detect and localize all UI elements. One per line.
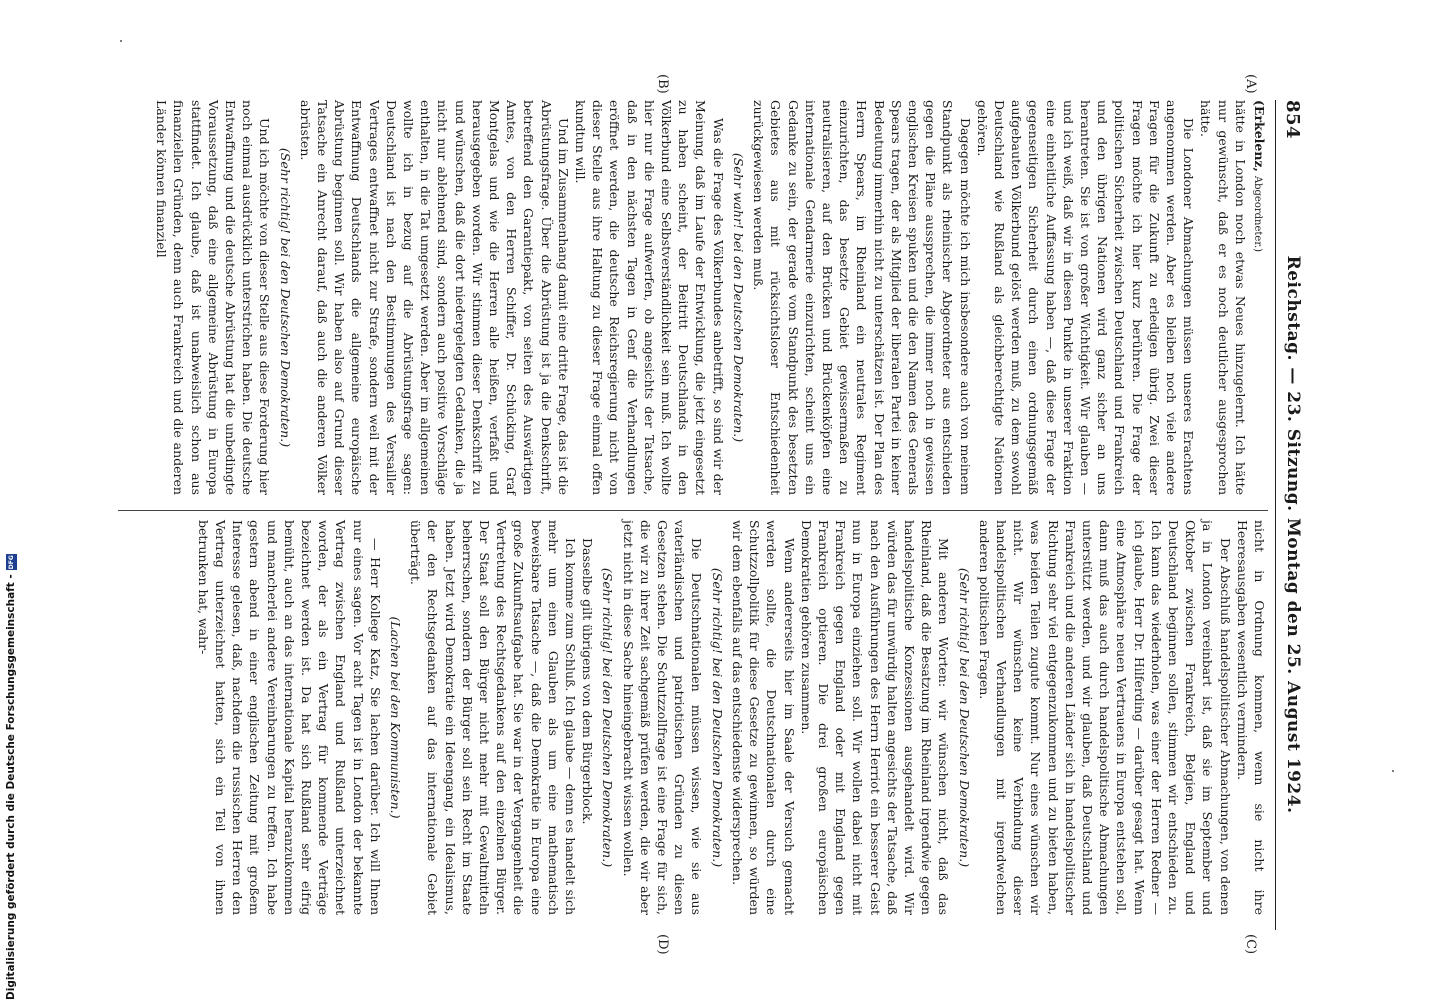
interjection: (Sehr richtig! bei den Deutschen Demokraten.) [600,567,616,868]
interjection: (Sehr richtig! bei den Deutschen Demokraten.) [277,147,293,448]
paragraph: Wenn andererseits hier im Saale der Versuch gemacht werden sollte, die Deutschnationalen durch eine Schutzzollpolitik für diese Gesetze zu gewinnen, so würden wir dem ebenfalls auf das entschiedenste widersprechen. [729,520,797,915]
paragraph: Die Deutschnationalen müssen wissen, wie sie aus vaterländischen und patriotischen Gründen zu diesen Gesetzen stehen. Die Schutzzollfrage ist eine Frage für sich, die wir zu ihrer Zeit sachgemäß prüfen werden, die wir aber jetzt nicht in diese Sache hineingebracht wissen wollen. [620,520,705,915]
credit-text: Digitalisierung gefördert durch die Deutsche Forschungsgemeinschaft - [5,574,17,1000]
dfg-logo-icon: DFG [7,555,15,570]
paragraph: Dasselbe gilt übrigens von dem Bürgerblock. [580,538,596,825]
interjection: (Sehr richtig! bei den Deutschen Demokraten.) [956,567,972,868]
digitization-credit [4,554,18,1000]
paragraph: Was die Frage des Völkerbundes anbetrifft, so sind wir der Meinung, daß im Laufe der Entwicklung, die jetzt eingesetzt zu haben scheint, der Beitritt Deutschlands in den Völkerbund eine Selbstverständlichkeit sein muß. Ich wollte hier nur die Frage aufwerfen, ob angesichts der Tatsache, daß in den nächsten Tagen in Genf die Verhandlungen eröffnet werden, die deutsche Reichsregierung nicht von dieser Stelle aus ihre Haltung zu dieser Frage einmal offen kundtun will. [573,100,726,495]
speaker-note: Abgeordneter.) [1252,175,1263,253]
paragraph: hätte in London noch etwas Neues hinzugelernt. Ich hätte nur gewünscht, daß er es noch deutlicher ausgesprochen hätte. [1198,100,1248,495]
rotated-page [100,74,1310,955]
page-header [1275,100,1310,930]
paragraph: Ich komme zum Schluß. Ich glaube — denn es handelt sich mehr um einen Glauben als um eine mathematisch beweisbare Tatsache —, daß die Demokratie in Europa eine große Zukunftsaufgabe hat. Sie war in der Vergangenheit die Vertretung des Rechtsgedankens auf den einzelnen Bürger. Der Staat soll den Bürger nicht mehr mit Gewaltmitteln beherrschen, sondern der Bürger soll sein Recht im Staate haben. Jetzt wird Demokratie ein Ideengang, ein Idealismus, der den Rechtsgedanken auf das internationale Gebiet überträgt. [408,520,579,915]
paragraph: Mit anderen Worten: wir wünschen nicht, daß das Rheinland, daß die Besatzung im Rheinland irgendwie gegen handelspolitische Konzessionen ausgehandelt wird. Wir würden das für unwürdig halten angesichts der Tatsache, daß nach den Ausführungen des Herrn Herriot ein besserer Geist nun in Europa einziehen soll. Wir wollen dabei nicht mit Frankreich gegen England oder mit England gegen Frankreich optieren. Die drei großen europäischen Demokratien gehören zusammen. [798,520,952,915]
column-divider [118,510,1268,511]
interjection: (Sehr wahr! bei den Deutschen Demokraten.) [730,152,746,443]
margin-marker-c: (C) [1243,934,1258,955]
margin-marker-b: (B) [655,74,670,94]
page-title: Reichstag. — 23. Sitzung. Montag den 25. August 1924. [1283,255,1303,814]
speaker-name: (Erkelenz, [1252,100,1267,172]
right-column [195,520,1268,915]
paragraph: — Herr Kollege Katz, Sie lachen darüber. Ich will Ihnen nur eines sagen. Vor acht Tagen ist in London der bekannte Vertrag zwischen England und Rußland unterzeichnet worden, der als ein Vertrag für kommende Verträge bezeichnet werden ist. Da hat sich Rußland sehr eifrig bemüht, auch an das internationale Kapital heranzukommen und mancherlei andere Vereinbarungen zu treffen. Ich habe gestern abend in einer englischen Zeitung mit großem Interesse gelesen, daß, nachdem die russischen Herren den Vertrag unterzeichnet hatten, sich ein Teil von ihnen betrunken hat, wahr- [195,520,383,915]
paragraph: Die Londoner Abmachungen müssen unseres Erachtens angenommen werden. Aber es bleiben noch viele andere Fragen für die Zukunft zu erledigen übrig. Zwei dieser Fragen möchte ich hier kurz berühren. Die Frage der politischen Sicherheit zwischen Deutschland und Frankreich und den übrigen Nationen wird ganz sicher an uns herantreten. Sie ist von großer Wichtigkeit. Wir glauben — und ich weiß, daß wir in diesen Punkte in unserer Fraktion eine einheitliche Auffassung haben —, daß diese Frage der gegenseitigen Sicherheit durch einen ordnungsgemäß aufgebauten Völkerbund gelöst werden muß, zu dem sowohl Deutschland wie Rußland als gleichberechtigte Nationen gehören. [974,100,1197,495]
interjection: (Sehr richtig! bei den Deutschen Demokraten.) [709,567,725,868]
scan-speck [1392,770,1394,772]
paragraph: Und im Zusammenhang damit eine dritte Frage, das ist die Abrüstungsfrage. Über die Abrüstung ist ja die Denkschrift, betreffend den Garantiepakt, von seiten des Auswärtigen Amtes, von den Herren Schiffer, Dr. Schücking, Graf Montgelas und wie die Herren alle heißen, verfaßt und herausgegeben worden. Wir stimmen dieser Denkschrift zu und wünschen, daß die dort niedergelegten Gedanken, die ja nicht nur ablehnend sind, sondern auch positive Vorschläge enthalten, in die Tat umgesetzt werden. Aber im allgemeinen wollte ich in bezug auf die Abrüstungsfrage sagen: Deutschland ist nach den Bestimmungen des Versailler Vertrages entwaffnet nicht zur Strafe, sondern weil mit der Entwaffnung Deutschlands die allgemeine europäische Abrüstung beginnen soll. Wir haben also auf Grund dieser Tatsache ein Anrecht darauf, daß auch die anderen Völker abrüsten. [297,100,571,495]
left-column [153,100,1268,495]
paragraph: Und ich möchte von dieser Stelle aus diese Forderung hier noch einmal ausdrücklich unterstrichen haben. Die deutsche Entwaffnung und die deutsche Abrüstung hat die unbedingte Voraussetzung, daß eine allgemeine Abrüstung in Europa stattfindet. Ich glaube, daß ist unabweislich schon aus finanziellen Gründen, denn auch Frankreich und die anderen Länder können finanziell [154,100,273,495]
interjection: (Lachen bei den Kommunisten.) [388,616,404,819]
scan-speck [120,40,122,42]
page-number: 854 [1282,100,1304,140]
speaker-line [1249,100,1268,495]
paragraph: nicht in Ordnung kommen, wenn sie nicht ihre Heeresausgaben wesentlich vermindern. [1234,520,1267,915]
paragraph: Der Abschluß handelspolitischer Abmachungen, von denen ja in London vereinbart ist, daß sie im September und Oktober zwischen Frankreich, Belgien, England und Deutschland beginnen sollen, stimmen wir entschieden zu. Ich kann das wiederholen, was einer der Herren Redner — ich glaube, Herr Dr. Hilferding — darüber gesagt hat. Wenn eine Atmosphäre neuen Vertrauens in Europa entstehen soll, dann muß das auch durch handelspolitische Abmachungen unterstützt werden, und wir glauben, daß Deutschland und Frankreich und die anderen Länder sich in handelspolitischer Richtung sehr viel entgegenzukommen und zu bieten haben, was beiden Teilen zugute kommt. Nur eines wünschen wir nicht. Wir wünschen keine Verbindung dieser handelspolitischen Verhandlungen mit irgendwelchen anderen politischen Fragen. [976,520,1233,915]
margin-marker-a: (A) [1243,74,1258,94]
paragraph: Dagegen möchte ich mich insbesondere auch von meinem Standpunkt als rheinischer Abgeordneter aus entschieden gegen die Pläne aussprechen, die immer noch in gewissen englischen Kreisen spuken und die den Namen des Generals Spears tragen, der als Mitglied der liberalen Partei in keiner Bedeutung immerhin nicht zu unterschätzen ist. Der Plan des Herrn Spears, im Rheinland ein neutrales Regiment einzurichten, das besetzte Gebiet gewissermaßen zu neutralisieren, auf den Brücken und Brückenköpfen eine internationale Gendarmerie einzurichten, scheint uns ein Gedanke zu sein, der gerade vom Standpunkt des besetzten Gebietes aus mit rücksichtsloser Entschiedenheit zurückgewiesen werden muß. [751,100,973,495]
margin-marker-d: (D) [655,934,670,955]
